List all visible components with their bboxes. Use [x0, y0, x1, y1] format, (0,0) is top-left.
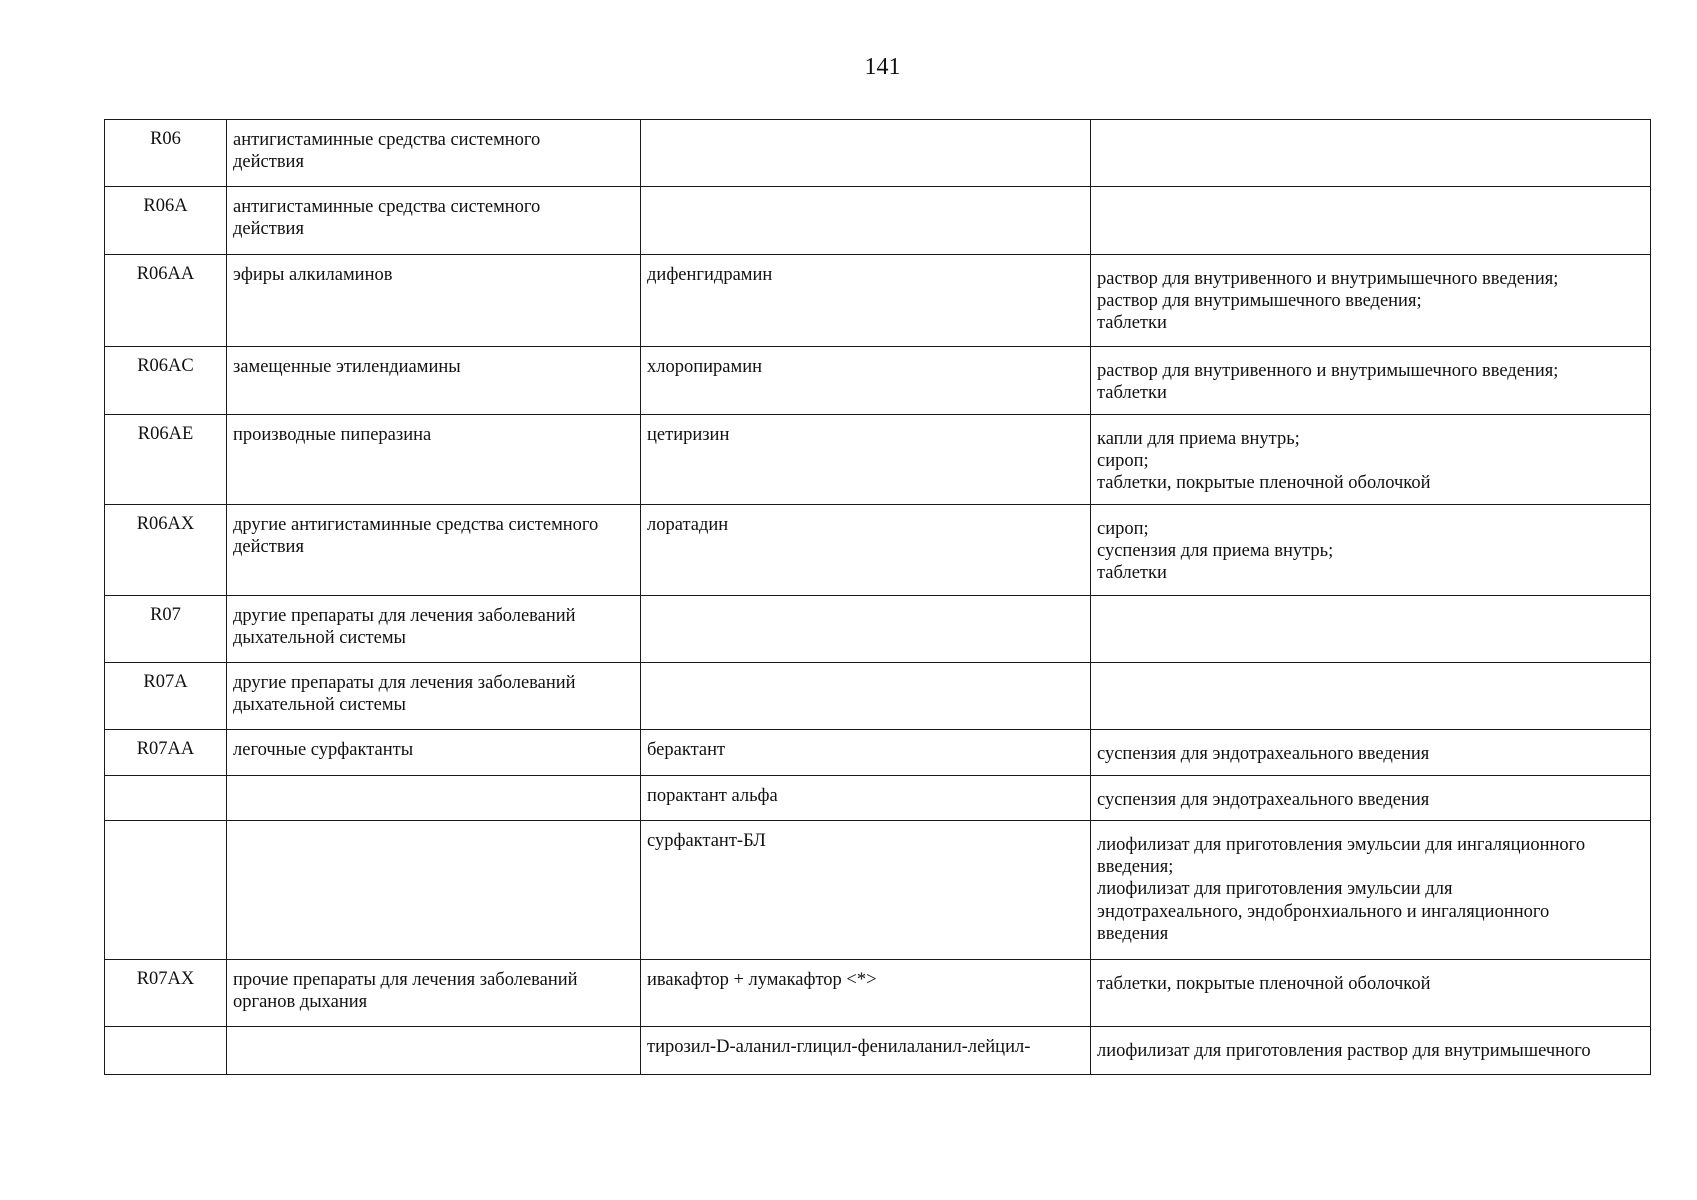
atc-code: R06A [105, 187, 227, 255]
atc-code: R06AE [105, 415, 227, 505]
atc-group: другие антигистаминные средства системного действия [227, 505, 641, 596]
atc-code: R07 [105, 596, 227, 663]
dosage-form: суспензия для эндотрахеального введения [1091, 776, 1651, 821]
dosage-form: раствор для внутривенного и внутримышечного введения; раствор для внутримышечного введения; таблетки [1091, 255, 1651, 347]
drug-name [641, 187, 1091, 255]
atc-group [227, 821, 641, 960]
table-row [105, 187, 1651, 255]
table-row [105, 505, 1651, 596]
atc-code: R06AC [105, 347, 227, 415]
atc-group: другие препараты для лечения заболеваний дыхательной системы [227, 663, 641, 730]
drug-name: сурфактант-БЛ [641, 821, 1091, 960]
dosage-form [1091, 663, 1651, 730]
atc-code: R06 [105, 120, 227, 187]
atc-code [105, 776, 227, 821]
atc-group: антигистаминные средства системного действия [227, 187, 641, 255]
drug-name: цетиризин [641, 415, 1091, 505]
dosage-form: лиофилизат для приготовления эмульсии для ингаляционного введения; лиофилизат для приготовления эмульсии для эндотрахеального, эндобронхиального и ингаляционного введения [1091, 821, 1651, 960]
drug-name: тирозил-D-аланил-глицил-фенилаланил-лейцил- [641, 1027, 1091, 1075]
dosage-form: капли для приема внутрь; сироп; таблетки, покрытые пленочной оболочкой [1091, 415, 1651, 505]
table-row [105, 120, 1651, 187]
dosage-form [1091, 596, 1651, 663]
table-row [105, 415, 1651, 505]
atc-code: R07A [105, 663, 227, 730]
drug-name [641, 596, 1091, 663]
drug-name: лоратадин [641, 505, 1091, 596]
table-row [105, 730, 1651, 776]
drug-name [641, 663, 1091, 730]
atc-code: R06AA [105, 255, 227, 347]
table-row [105, 255, 1651, 347]
dosage-form: сироп; суспензия для приема внутрь; таблетки [1091, 505, 1651, 596]
dosage-form: лиофилизат для приготовления раствор для внутримышечного [1091, 1027, 1651, 1075]
atc-code [105, 1027, 227, 1075]
drug-name: дифенгидрамин [641, 255, 1091, 347]
dosage-form: суспензия для эндотрахеального введения [1091, 730, 1651, 776]
drug-name: хлоропирамин [641, 347, 1091, 415]
drug-name: порактант альфа [641, 776, 1091, 821]
atc-group: легочные сурфактанты [227, 730, 641, 776]
atc-group: прочие препараты для лечения заболеваний органов дыхания [227, 960, 641, 1027]
atc-code: R06AX [105, 505, 227, 596]
table-row [105, 1027, 1651, 1075]
table-row [105, 347, 1651, 415]
dosage-form [1091, 187, 1651, 255]
table-row [105, 776, 1651, 821]
drug-name [641, 120, 1091, 187]
table-row [105, 663, 1651, 730]
dosage-form [1091, 120, 1651, 187]
table-row [105, 596, 1651, 663]
table-row [105, 960, 1651, 1027]
atc-code: R07AX [105, 960, 227, 1027]
dosage-form: раствор для внутривенного и внутримышечного введения; таблетки [1091, 347, 1651, 415]
table-row [105, 821, 1651, 960]
atc-group: другие препараты для лечения заболеваний дыхательной системы [227, 596, 641, 663]
page-number: 141 [864, 54, 901, 80]
atc-group: антигистаминные средства системного действия [227, 120, 641, 187]
drug-name: ивакафтор + лумакафтор <*> [641, 960, 1091, 1027]
atc-group [227, 776, 641, 821]
drug-table [104, 119, 1651, 1075]
atc-group: замещенные этилендиамины [227, 347, 641, 415]
atc-group: эфиры алкиламинов [227, 255, 641, 347]
atc-code [105, 821, 227, 960]
atc-group [227, 1027, 641, 1075]
drug-name: берактант [641, 730, 1091, 776]
atc-group: производные пиперазина [227, 415, 641, 505]
dosage-form: таблетки, покрытые пленочной оболочкой [1091, 960, 1651, 1027]
atc-code: R07AA [105, 730, 227, 776]
